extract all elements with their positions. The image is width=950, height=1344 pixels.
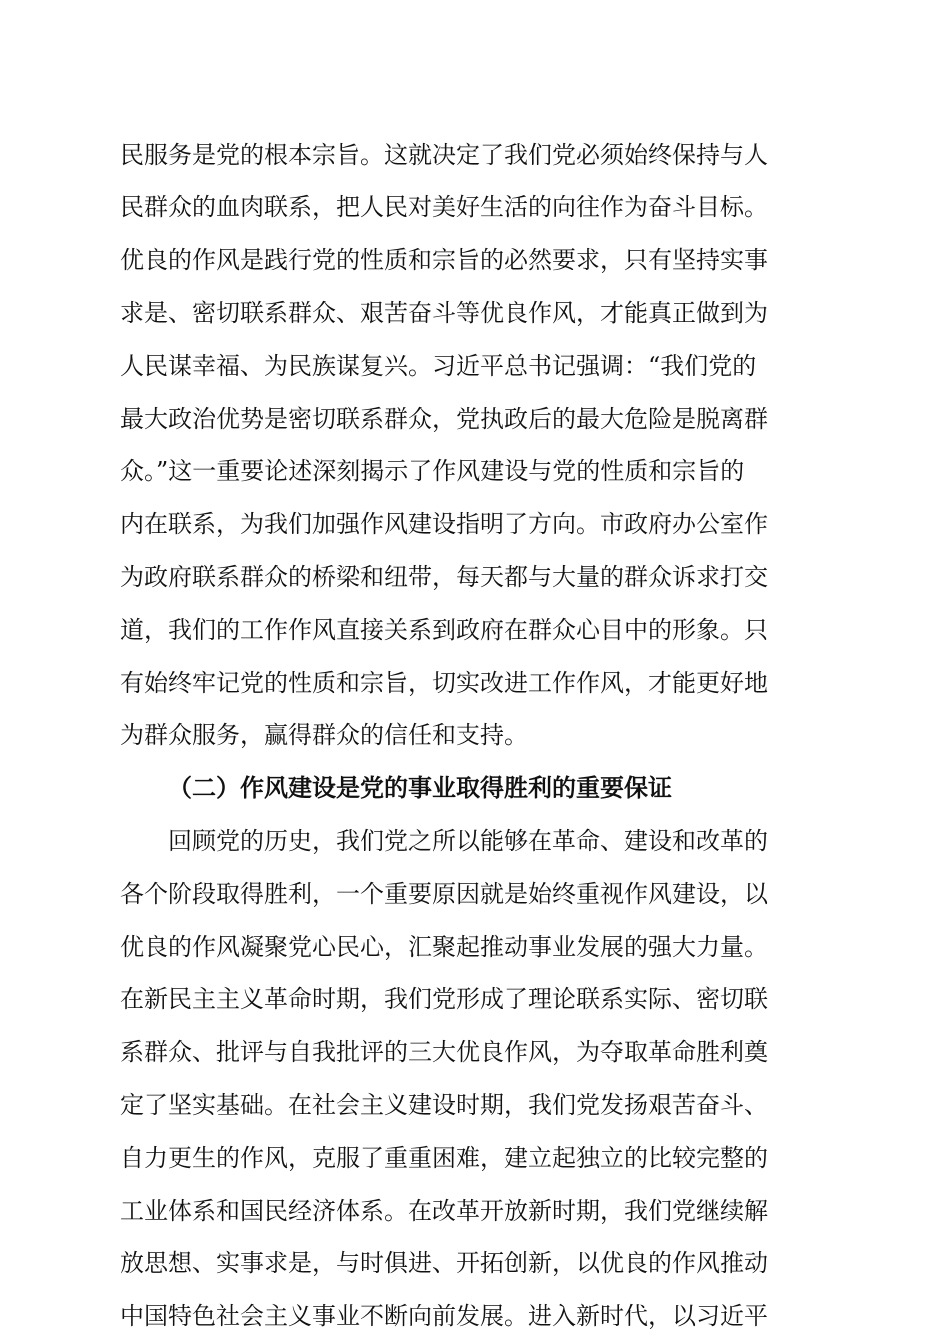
paragraph-line: 为群众服务，赢得群众的信任和支持。 (120, 721, 528, 749)
paragraph-line: 中国特色社会主义事业不断向前发展。进入新时代，以习近平 (120, 1302, 768, 1330)
paragraph-line: 最大政治优势是密切联系群众，党执政后的最大危险是脱离群 (120, 405, 768, 433)
paragraph-line: 工业体系和国民经济体系。在改革开放新时期，我们党继续解 (120, 1197, 768, 1225)
paragraph-line: 自力更生的作风，克服了重重困难，建立起独立的比较完整的 (120, 1144, 768, 1172)
paragraph-line: 有始终牢记党的性质和宗旨，切实改进工作作风，才能更好地 (120, 669, 768, 697)
paragraph-line: 人民谋幸福、为民族谋复兴。习近平总书记强调：“我们党的 (120, 352, 757, 380)
paragraph-line: 为政府联系群众的桥梁和纽带，每天都与大量的群众诉求打交 (120, 563, 768, 591)
paragraph-line: 道，我们的工作作风直接关系到政府在群众心目中的形象。只 (120, 616, 768, 644)
paragraph-line: 定了坚实基础。在社会主义建设时期，我们党发扬艰苦奋斗、 (120, 1091, 768, 1119)
paragraph-line: 求是、密切联系群众、艰苦奋斗等优良作风，才能真正做到为 (120, 299, 768, 327)
paragraph-line: 优良的作风是践行党的性质和宗旨的必然要求，只有坚持实事 (120, 246, 768, 274)
paragraph-line: 优良的作风凝聚党心民心，汇聚起推动事业发展的强大力量。 (120, 933, 768, 961)
paragraph-line: 众。”这一重要论述深刻揭示了作风建设与党的性质和宗旨的 (120, 457, 745, 485)
paragraph-line: 各个阶段取得胜利，一个重要原因就是始终重视作风建设，以 (120, 880, 768, 908)
section-heading: （二）作风建设是党的事业取得胜利的重要保证 (168, 774, 672, 802)
paragraph-line: 回顾党的历史，我们党之所以能够在革命、建设和改革的 (168, 827, 768, 855)
paragraph-line: 系群众、批评与自我批评的三大优良作风，为夺取革命胜利奠 (120, 1038, 768, 1066)
paragraph-line: 民群众的血肉联系，把人民对美好生活的向往作为奋斗目标。 (120, 193, 768, 221)
paragraph-line: 内在联系，为我们加强作风建设指明了方向。市政府办公室作 (120, 510, 768, 538)
paragraph-line: 民服务是党的根本宗旨。这就决定了我们党必须始终保持与人 (120, 141, 768, 169)
paragraph-line: 在新民主主义革命时期，我们党形成了理论联系实际、密切联 (120, 985, 768, 1013)
paragraph-line: 放思想、实事求是，与时俱进、开拓创新，以优良的作风推动 (120, 1249, 768, 1277)
